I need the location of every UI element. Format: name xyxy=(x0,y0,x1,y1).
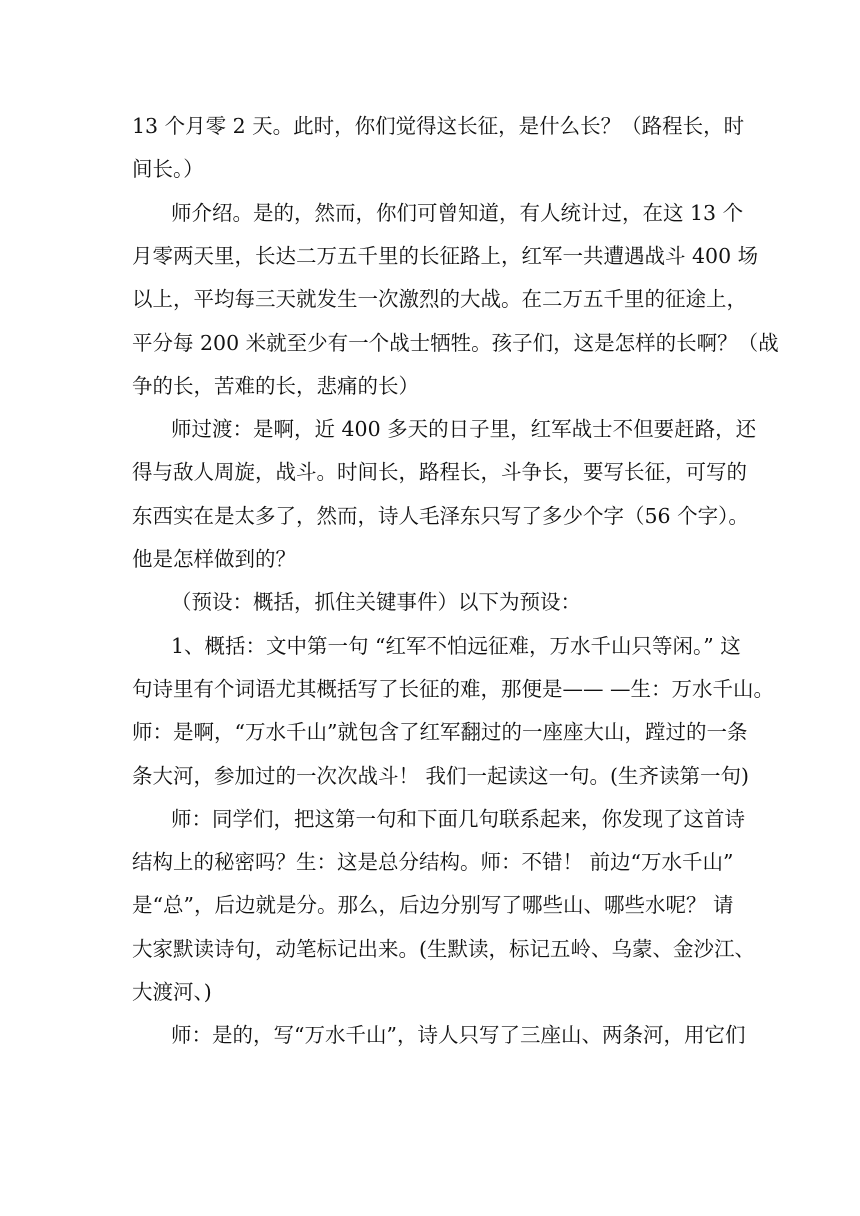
text-line: 师过渡：是啊，近 400 多天的日子里，红军战士不但要赶路，还 xyxy=(171,417,757,441)
text-line: 是“总”，后边就是分。那么，后边分别写了哪些山、哪些水呢？ 请 xyxy=(132,893,734,917)
text-line: 13 个月零 2 天。此时，你们觉得这长征，是什么长？（路程长，时 xyxy=(132,114,745,138)
text-line: 师介绍。是的，然而，你们可曾知道，有人统计过，在这 13 个 xyxy=(171,201,744,225)
text-line: 月零两天里，长达二万五千里的长征路上，红军一共遭遇战斗 400 场 xyxy=(132,244,759,268)
text-line: 1、概括：文中第一句 “红军不怕远征难，万水千山只等闲。” 这 xyxy=(171,634,741,658)
text-line: 师：是啊，“万水千山”就包含了红军翻过的一座座大山，蹚过的一条 xyxy=(132,720,748,744)
text-line: 争的长，苦难的长，悲痛的长） xyxy=(132,374,419,398)
text-line: 师：同学们，把这第一句和下面几句联系起来，你发现了这首诗 xyxy=(171,807,745,831)
text-line: 东西实在是太多了，然而，诗人毛泽东只写了多少个字（56 个字）。 xyxy=(132,504,749,528)
text-line: 他是怎样做到的？ xyxy=(132,547,296,571)
text-line: 师：是的，写“万水千山”，诗人只写了三座山、两条河，用它们 xyxy=(171,1023,746,1047)
text-line: 条大河，参加过的一次次战斗！ 我们一起读这一句。(生齐读第一句) xyxy=(132,764,750,788)
text-line: （预设：概括，抓住关键事件）以下为预设： xyxy=(171,590,581,614)
text-line: 平分每 200 米就至少有一个战士牺牲。孩子们，这是怎样的长啊？（战 xyxy=(132,331,779,355)
text-line: 结构上的秘密吗？生：这是总分结构。师：不错！ 前边“万水千山” xyxy=(132,850,734,874)
text-line: 大家默读诗句，动笔标记出来。(生默读，标记五岭、乌蒙、金沙江、 xyxy=(132,937,755,961)
text-line: 得与敌人周旋，战斗。时间长，路程长，斗争长，要写长征，可写的 xyxy=(132,460,747,484)
text-line: 以上，平均每三天就发生一次激烈的大战。在二万五千里的征途上， xyxy=(132,287,747,311)
text-line: 间长。） xyxy=(132,157,204,181)
text-line: 句诗里有个词语尤其概括写了长征的难，那便是—— —生：万水千山。 xyxy=(132,677,775,701)
text-line: 大渡河、) xyxy=(132,980,212,1004)
